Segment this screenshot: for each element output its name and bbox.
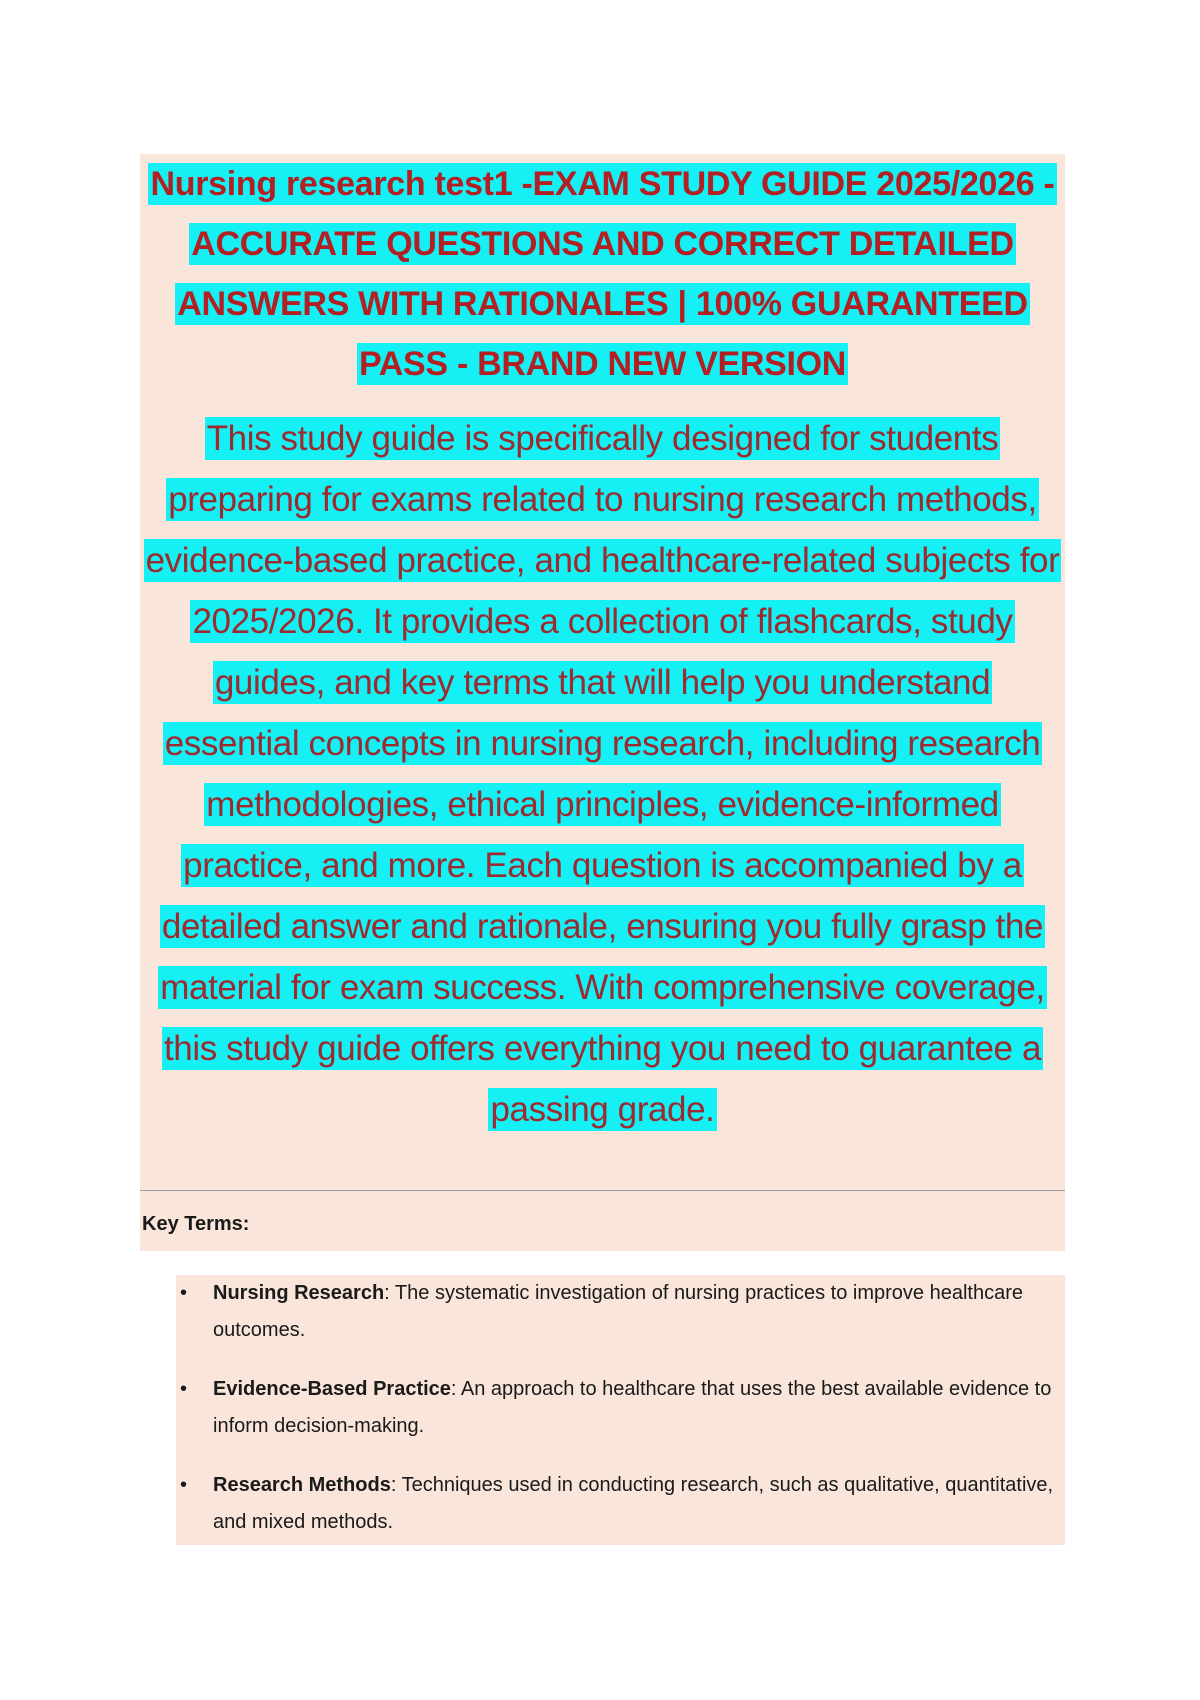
bullet-icon: • xyxy=(180,1282,188,1304)
section-divider xyxy=(140,1190,1065,1191)
key-term-item xyxy=(176,1275,1065,1349)
key-term-item xyxy=(176,1371,1065,1445)
key-term-name: Evidence-Based Practice xyxy=(213,1378,451,1400)
intro-paragraph xyxy=(140,408,1065,1140)
key-terms-panel xyxy=(176,1275,1065,1545)
key-term-definition: : The systematic investigation of nursing practices to improve healthcare outcomes. xyxy=(213,1282,1023,1341)
key-terms-heading: Key Terms: xyxy=(142,1213,250,1235)
key-term-name: Nursing Research xyxy=(213,1282,385,1304)
key-term-definition: : Techniques used in conducting research, such as qualitative, quantitative, and mixed methods. xyxy=(213,1474,1054,1533)
intro-panel xyxy=(140,154,1065,1251)
key-term-definition: : An approach to healthcare that uses the best available evidence to inform decision-making. xyxy=(213,1378,1052,1437)
intro-highlight: This study guide is specifically designed for students preparing for exams related to nursing research methods, evidence-based practice, and healthcare-related subjects for 2025/2026. It provides a collection of flashcards, study guides, and key terms that will help you understand essential concepts in nursing research, including research methodologies, ethical principles, evidence-informed practice, and more. Each question is accompanied by a detailed answer and rationale, ensuring you fully grasp the material for exam success. With comprehensive coverage, this study guide offers everything you need to guarantee a passing grade. xyxy=(145,419,1060,1129)
key-terms-list xyxy=(176,1275,1065,1541)
key-term-name: Research Methods xyxy=(213,1474,391,1496)
document-title xyxy=(140,154,1065,394)
bullet-icon: • xyxy=(180,1474,188,1496)
title-highlight: Nursing research test1 -EXAM STUDY GUIDE 2025/2026 - ACCURATE QUESTIONS AND CORRECT DETAILED ANSWERS WITH RATIONALES | 100% GUARANTEED PASS - BRAND NEW VERSION xyxy=(150,165,1055,383)
key-term-item xyxy=(176,1467,1065,1541)
bullet-icon: • xyxy=(180,1378,188,1400)
